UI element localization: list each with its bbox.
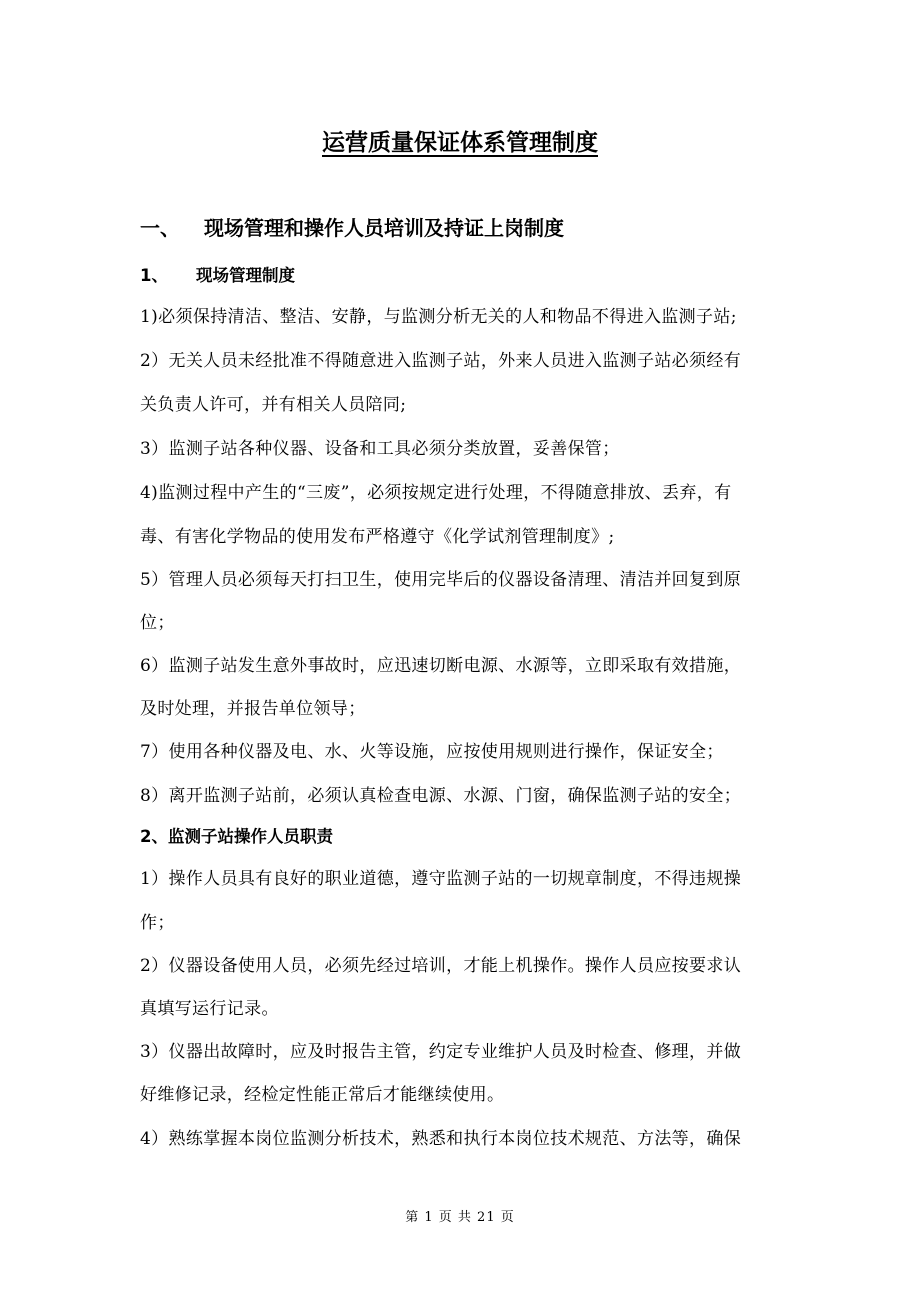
paragraph-line: 作；	[140, 913, 175, 933]
section-number: 一、	[140, 216, 180, 240]
section-heading-1	[140, 212, 564, 241]
subsection-number: 1、	[140, 266, 168, 285]
paragraph-line: 1)必须保持清洁、整洁、安静，与监测分析无关的人和物品不得进入监测子站;	[140, 307, 737, 327]
paragraph-line: 6）监测子站发生意外事故时，应迅速切断电源、水源等，立即采取有效措施，	[140, 656, 742, 676]
subsection-label: 现场管理制度	[196, 266, 295, 285]
paragraph-line: 4）熟练掌握本岗位监测分析技术，熟悉和执行本岗位技术规范、方法等，确保	[140, 1129, 742, 1149]
paragraph-line: 2）仪器设备使用人员，必须先经过培训，才能上机操作。操作人员应按要求认	[140, 956, 742, 976]
paragraph-line: 真填写运行记录。	[140, 999, 279, 1019]
paragraph-line: 关负责人许可，并有相关人员陪同;	[140, 395, 407, 415]
paragraph-line: 好维修记录，经检定性能正常后才能继续使用。	[140, 1085, 505, 1105]
paragraph-line: 4)监测过程中产生的“三废”，必须按规定进行处理，不得随意排放、丢弃，有	[140, 483, 732, 503]
section-label: 现场管理和操作人员培训及持证上岗制度	[204, 216, 564, 240]
subsection-heading-1	[140, 262, 295, 286]
paragraph-line: 1）操作人员具有良好的职业道德，遵守监测子站的一切规章制度，不得违规操	[140, 869, 742, 889]
subsection-heading-2: 2、监测子站操作人员职责	[140, 827, 333, 846]
paragraph-line: 2）无关人员未经批准不得随意进入监测子站，外来人员进入监测子站必须经有	[140, 351, 742, 371]
paragraph-line: 7）使用各种仪器及电、水、火等设施，应按使用规则进行操作，保证安全；	[140, 742, 724, 762]
paragraph-line: 位；	[140, 613, 175, 633]
document-title: 运营质量保证体系管理制度	[322, 130, 598, 156]
paragraph-line: 及时处理，并报告单位领导；	[140, 699, 366, 719]
paragraph-line: 8）离开监测子站前，必须认真检查电源、水源、门窗，确保监测子站的安全；	[140, 786, 742, 806]
page-footer: 第 1 页 共 21 页	[405, 1210, 515, 1225]
paragraph-line: 3）仪器出故障时，应及时报告主管，约定专业维护人员及时检查、修理，并做	[140, 1042, 742, 1062]
paragraph-line: 毒、有害化学物品的使用发布严格遵守《化学试剂管理制度》;	[140, 527, 615, 547]
paragraph-line: 5）管理人员必须每天打扫卫生，使用完毕后的仪器设备清理、清洁并回复到原	[140, 570, 742, 590]
paragraph-line: 3）监测子站各种仪器、设备和工具必须分类放置，妥善保管；	[140, 439, 620, 459]
